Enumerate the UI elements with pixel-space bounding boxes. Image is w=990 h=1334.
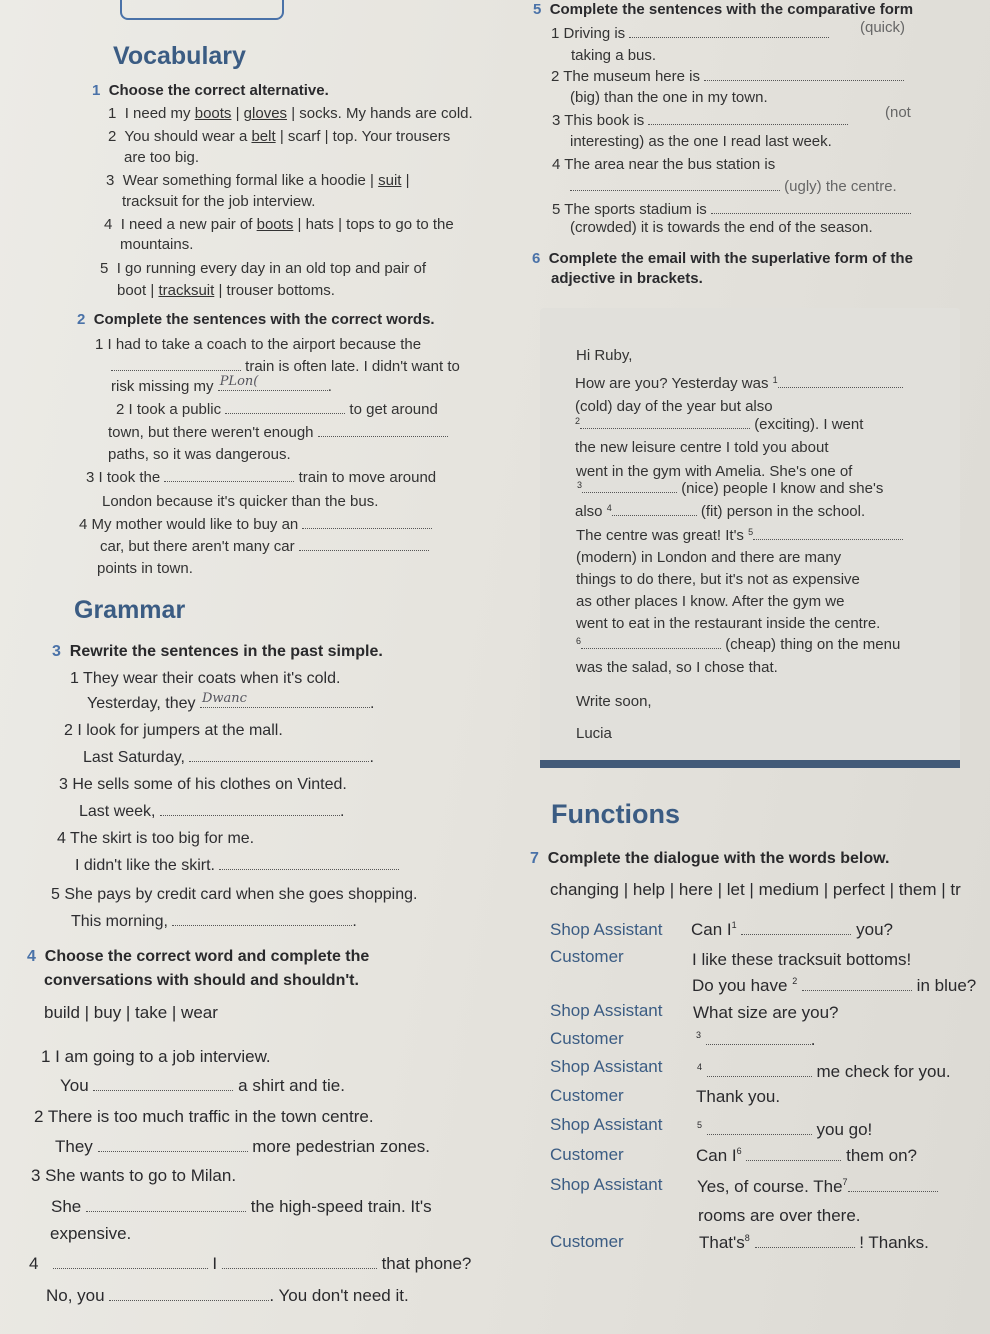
answer-blank[interactable] bbox=[711, 212, 911, 214]
item-rest: . Your trousers bbox=[353, 128, 451, 145]
gap-number: 6 bbox=[736, 1146, 742, 1156]
ex7-title: Complete the dialogue with the words below. bbox=[547, 850, 890, 867]
ex5-item bbox=[552, 112, 848, 129]
ex7-word-bank: changing | help | here | let | medium | perfect | them | tr bbox=[550, 880, 961, 899]
dialogue-row bbox=[550, 1001, 662, 1021]
ex1-title: Choose the correct alternative. bbox=[108, 82, 329, 99]
ex6-number: 6 bbox=[532, 250, 541, 267]
revision-banner bbox=[120, 0, 284, 20]
option-belt[interactable]: belt bbox=[251, 128, 276, 145]
option-socks[interactable]: socks bbox=[299, 105, 338, 122]
ex4-number: 4 bbox=[29, 1254, 39, 1273]
ex2-text: car, but there aren't many car bbox=[100, 538, 295, 555]
ex4-text: They bbox=[55, 1137, 93, 1156]
answer-blank[interactable] bbox=[706, 1043, 811, 1045]
ex3-prompt: Last Saturday, bbox=[83, 749, 185, 766]
separator: | bbox=[293, 216, 306, 233]
email-line: went to eat in the restaurant inside the centre. bbox=[576, 615, 881, 632]
speaker-label: Customer bbox=[550, 947, 624, 966]
gap-number: 1 bbox=[731, 920, 737, 930]
speaker-label: Customer bbox=[550, 1145, 624, 1164]
ex1-item-1 bbox=[108, 105, 473, 122]
ex2-title: Complete the sentences with the correct words. bbox=[93, 311, 435, 328]
option-boots[interactable]: boots bbox=[256, 216, 294, 233]
ex3-sentence: 2 I look for jumpers at the mall. bbox=[64, 722, 283, 739]
ex4-text: a shirt and tie. bbox=[238, 1076, 345, 1095]
gap-number: 5 bbox=[748, 527, 754, 537]
answer-blank[interactable] bbox=[222, 1267, 377, 1269]
item-text: I need my bbox=[124, 105, 195, 122]
item-text: Wear something formal like a bbox=[122, 172, 321, 189]
answer-blank[interactable] bbox=[755, 1246, 855, 1248]
dialogue-text: . bbox=[810, 1030, 816, 1049]
answer-blank[interactable] bbox=[582, 491, 677, 493]
item-number: 1 bbox=[108, 105, 117, 122]
ex4-text: . You don't need it. bbox=[269, 1286, 409, 1305]
ex5-hint: (quick) bbox=[860, 19, 906, 36]
functions-heading: Functions bbox=[551, 799, 680, 829]
separator: | bbox=[401, 172, 410, 189]
answer-blank[interactable] bbox=[109, 1299, 269, 1301]
ex3-number: 3 bbox=[52, 643, 61, 660]
answer-blank[interactable] bbox=[299, 549, 429, 551]
answer-blank[interactable] bbox=[704, 79, 904, 81]
gap-number: 8 bbox=[744, 1233, 750, 1243]
speaker-label: Shop Assistant bbox=[550, 1115, 663, 1134]
dialogue-text: in blue? bbox=[916, 976, 977, 995]
ex2-text: 4 My mother would like to buy an bbox=[79, 516, 299, 533]
dialogue-text: them on? bbox=[846, 1146, 918, 1165]
ex5-header bbox=[533, 1, 913, 18]
ex4-text-cont: expensive. bbox=[50, 1224, 132, 1243]
ex3-prompt: Last week, bbox=[79, 803, 156, 820]
ex5-item bbox=[551, 68, 904, 85]
speaker-label: Customer bbox=[550, 1086, 624, 1105]
item-number: 3 bbox=[106, 172, 115, 189]
item-number: 5 bbox=[100, 260, 109, 277]
dialogue-text: you? bbox=[856, 920, 893, 939]
option-hats[interactable]: hats bbox=[305, 216, 334, 233]
ex1-item-5 bbox=[100, 260, 426, 277]
ex2-line: risk missing my PLon( . bbox=[111, 374, 332, 395]
answer-blank[interactable] bbox=[225, 412, 345, 414]
answer-blank[interactable] bbox=[302, 527, 432, 529]
option-top[interactable]: top bbox=[332, 128, 354, 145]
speaker-label: Shop Assistant bbox=[550, 920, 663, 939]
ex5-text: (crowded) it is towards the end of the season. bbox=[570, 219, 873, 236]
gap-number: 2 bbox=[792, 976, 798, 986]
dialogue-line bbox=[699, 1233, 929, 1253]
dialogue-line: What size are you? bbox=[693, 1003, 839, 1022]
ex5-text: 5 The sports stadium is bbox=[552, 201, 707, 218]
answer-blank[interactable] bbox=[86, 1210, 246, 1212]
ex4-answer-line bbox=[51, 1197, 432, 1217]
separator: | bbox=[275, 128, 288, 145]
dialogue-line bbox=[697, 1120, 872, 1140]
ex3-answer-line: This morning, . bbox=[71, 913, 357, 930]
email-text: (cheap) thing on the menu bbox=[725, 636, 901, 653]
dialogue-text: me check for you. bbox=[816, 1062, 951, 1081]
answer-blank[interactable] bbox=[318, 435, 448, 437]
dialogue-line: I like these tracksuit bottoms! bbox=[692, 950, 912, 969]
email-line: things to do there, but it's not as expensive bbox=[576, 571, 860, 588]
ex4-word-bank: build | buy | take | wear bbox=[44, 1003, 218, 1022]
ex4-text: She bbox=[51, 1197, 82, 1216]
ex5-text: 1 Driving is bbox=[551, 25, 626, 42]
answer-blank[interactable] bbox=[753, 538, 903, 540]
answer-blank[interactable] bbox=[218, 374, 328, 391]
ex2-line bbox=[79, 516, 432, 533]
ex4-item: 2 There is too much traffic in the town centre. bbox=[34, 1107, 374, 1126]
ex2-line: 1 I had to take a coach to the airport because the bbox=[95, 336, 422, 353]
dialogue-line: rooms are over there. bbox=[698, 1206, 861, 1225]
ex2-text: risk missing my bbox=[111, 378, 214, 395]
email-line: went in the gym with Amelia. She's one of bbox=[576, 463, 853, 480]
ex2-line bbox=[100, 538, 429, 555]
ex5-text: taking a bus. bbox=[571, 47, 657, 64]
email-text: How are you? Yesterday was bbox=[575, 375, 769, 392]
answer-blank[interactable] bbox=[53, 1267, 208, 1269]
dialogue-text: Yes, of course. The bbox=[697, 1177, 843, 1196]
ex7-header bbox=[530, 850, 889, 868]
speaker-label: Shop Assistant bbox=[550, 1175, 663, 1194]
ex5-text: 3 This book is bbox=[552, 112, 645, 129]
ex1-item-3 bbox=[106, 172, 410, 189]
item-rest: bottoms. bbox=[273, 282, 335, 299]
dialogue-text: That's bbox=[699, 1233, 745, 1252]
ex3-answer-line: Last week, . bbox=[79, 803, 345, 820]
separator: | bbox=[365, 172, 379, 189]
speaker-label: Shop Assistant bbox=[550, 1001, 663, 1020]
answer-blank[interactable] bbox=[160, 814, 340, 816]
answer-blank[interactable] bbox=[629, 36, 829, 38]
ex5-title: Complete the sentences with the comparative form bbox=[549, 1, 914, 18]
answer-blank[interactable] bbox=[172, 924, 352, 926]
email-greeting: Hi Ruby, bbox=[576, 347, 633, 364]
ex2-text: town, but there weren't enough bbox=[108, 424, 314, 441]
ex4-text: You bbox=[60, 1076, 89, 1095]
ex1-item-2 bbox=[108, 128, 450, 145]
ex3-answer-line bbox=[75, 857, 399, 875]
ex6-title-line2: adjective in brackets. bbox=[551, 270, 703, 287]
email-text: (fit) person in the school. bbox=[700, 503, 866, 520]
email-line bbox=[575, 375, 903, 392]
answer-blank[interactable] bbox=[219, 868, 399, 870]
email-text: (exciting). I went bbox=[754, 416, 864, 433]
option-boot[interactable]: boot bbox=[117, 282, 147, 299]
email-line: as other places I know. After the gym we bbox=[576, 593, 845, 610]
separator: | bbox=[287, 105, 300, 122]
ex4-answer-line bbox=[60, 1076, 345, 1096]
email-line: was the salad, so I chose that. bbox=[576, 659, 778, 676]
ex3-title: Rewrite the sentences in the past simple. bbox=[69, 643, 383, 660]
ex3-header bbox=[52, 643, 383, 661]
ex5-answer-line bbox=[570, 178, 897, 195]
ex2-number: 2 bbox=[77, 311, 86, 328]
answer-blank[interactable] bbox=[200, 691, 370, 708]
dialogue-line bbox=[697, 1062, 951, 1082]
ex1-item-4 bbox=[104, 216, 454, 233]
ex5-hint: (not bbox=[885, 104, 911, 121]
email-text: The centre was great! It's bbox=[576, 527, 744, 544]
dialogue-row bbox=[550, 1029, 624, 1049]
answer-blank[interactable] bbox=[98, 1150, 248, 1152]
dialogue-row bbox=[550, 947, 624, 967]
ex2-line bbox=[108, 424, 448, 441]
dialogue-line bbox=[691, 920, 893, 940]
gap-number: 1 bbox=[772, 375, 778, 385]
ex4-title: Choose the correct word and complete the bbox=[44, 948, 370, 965]
ex5-item bbox=[552, 201, 911, 218]
answer-blank[interactable] bbox=[111, 369, 241, 371]
ex7-number: 7 bbox=[530, 850, 539, 867]
vocabulary-heading: Vocabulary bbox=[113, 42, 246, 70]
gap-number: 2 bbox=[575, 416, 581, 426]
item-number: 2 bbox=[108, 128, 117, 145]
grammar-heading: Grammar bbox=[74, 596, 186, 624]
answer-blank[interactable] bbox=[802, 989, 912, 991]
ex2-line bbox=[116, 401, 438, 418]
dialogue-text: Can I bbox=[691, 920, 732, 939]
ex1-item-3-cont: tracksuit for the job interview. bbox=[122, 193, 316, 210]
answer-blank[interactable] bbox=[93, 1089, 233, 1091]
dialogue-text: ! Thanks. bbox=[859, 1233, 929, 1252]
dialogue-text: Do you have bbox=[692, 976, 788, 995]
ex4-text: more pedestrian zones. bbox=[252, 1137, 430, 1156]
ex4-item: 1 I am going to a job interview. bbox=[41, 1047, 271, 1066]
answer-blank[interactable] bbox=[570, 189, 780, 191]
dialogue-row bbox=[550, 1115, 662, 1135]
answer-blank[interactable] bbox=[778, 386, 903, 388]
gap-number: 7 bbox=[842, 1177, 848, 1187]
option-boots[interactable]: boots bbox=[194, 105, 232, 122]
ex4-text: that phone? bbox=[381, 1254, 472, 1273]
dialogue-line bbox=[696, 1030, 815, 1050]
ex2-header bbox=[77, 311, 435, 328]
gap-number: 3 bbox=[577, 480, 583, 490]
dialogue-row bbox=[550, 1175, 662, 1195]
item-rest: to go to the bbox=[374, 216, 454, 233]
email-line bbox=[575, 503, 865, 520]
dialogue-row bbox=[550, 1086, 624, 1106]
item-text: You should wear a bbox=[124, 128, 252, 145]
handwritten-answer: PLon( bbox=[219, 374, 259, 389]
ex3-answer-line: Yesterday, they Dwanc . bbox=[87, 691, 375, 712]
speaker-label: Shop Assistant bbox=[550, 1057, 663, 1076]
ex2-text: train to move around bbox=[298, 469, 437, 486]
item-number: 4 bbox=[104, 216, 113, 233]
ex3-answer-line: Last Saturday, . bbox=[83, 749, 374, 766]
ex5-text: (big) than the one in my town. bbox=[570, 89, 768, 106]
answer-blank[interactable] bbox=[707, 1075, 812, 1077]
ex2-text: to get around bbox=[349, 401, 438, 418]
email-line: (cold) day of the year but also bbox=[575, 398, 773, 415]
ex4-answer-line bbox=[46, 1286, 409, 1306]
email-line: the new leisure centre I told you about bbox=[575, 439, 829, 456]
ex1-number: 1 bbox=[92, 82, 101, 99]
ex1-header bbox=[92, 82, 329, 99]
option-suit[interactable]: suit bbox=[378, 172, 402, 189]
dialogue-row bbox=[550, 1145, 624, 1165]
ex6-header bbox=[532, 250, 913, 267]
email-signoff: Write soon, bbox=[576, 693, 652, 710]
email-line bbox=[576, 527, 903, 544]
ex2-text: 3 I took the bbox=[86, 469, 161, 486]
ex3-sentence: 3 He sells some of his clothes on Vinted. bbox=[59, 776, 347, 793]
option-tracksuit[interactable]: tracksuit bbox=[158, 282, 215, 299]
option-tops[interactable]: tops bbox=[346, 216, 375, 233]
item-text: I need a new pair of bbox=[120, 216, 257, 233]
option-gloves[interactable]: gloves bbox=[243, 105, 288, 122]
speaker-label: Customer bbox=[550, 1232, 624, 1251]
ex3-prompt: I didn't like the skirt. bbox=[75, 857, 215, 874]
dialogue-row bbox=[550, 1232, 624, 1252]
email-text: also bbox=[575, 503, 603, 520]
email-line bbox=[575, 416, 863, 433]
ex4-number: 4 bbox=[27, 948, 36, 965]
option-scarf[interactable]: scarf bbox=[287, 128, 321, 145]
answer-blank[interactable] bbox=[580, 427, 750, 429]
email-line bbox=[576, 636, 900, 653]
dialogue-line: Thank you. bbox=[696, 1087, 781, 1106]
dialogue-line bbox=[696, 1146, 917, 1166]
option-trouser[interactable]: trouser bbox=[226, 282, 274, 299]
gap-number: 4 bbox=[606, 503, 612, 513]
separator: | bbox=[146, 282, 159, 299]
ex4-answer-line bbox=[55, 1137, 430, 1157]
ex2-line: paths, so it was dangerous. bbox=[108, 446, 291, 463]
answer-blank[interactable] bbox=[612, 514, 697, 516]
email-text: (nice) people I know and she's bbox=[681, 480, 884, 497]
ex4-item bbox=[29, 1254, 471, 1274]
email-bottom-bar bbox=[540, 760, 960, 768]
ex1-item-5-cont bbox=[117, 282, 335, 299]
ex2-text: train is often late. I didn't want to bbox=[245, 358, 460, 375]
ex5-text: 2 The museum here is bbox=[551, 68, 700, 85]
ex2-line bbox=[111, 358, 460, 375]
gap-number: 6 bbox=[576, 636, 582, 646]
ex6-title: Complete the email with the superlative form of the bbox=[548, 250, 913, 267]
dialogue-line bbox=[697, 1177, 938, 1197]
ex4-text: I bbox=[212, 1254, 218, 1273]
ex1-item-2-cont: are too big. bbox=[124, 149, 200, 166]
dialogue-row bbox=[550, 920, 662, 940]
ex4-text: No, you bbox=[46, 1286, 105, 1305]
answer-blank[interactable] bbox=[581, 647, 721, 649]
ex4-item: 3 She wants to go to Milan. bbox=[31, 1166, 237, 1185]
option-hoodie[interactable]: hoodie bbox=[320, 172, 366, 189]
ex3-prompt: Yesterday, they bbox=[87, 695, 196, 712]
answer-blank[interactable] bbox=[848, 1190, 938, 1192]
answer-blank[interactable] bbox=[648, 123, 848, 125]
ex2-line: points in town. bbox=[97, 560, 193, 577]
email-line: (modern) in London and there are many bbox=[576, 549, 842, 566]
item-text: I go running every day in an old top and pair of bbox=[116, 260, 427, 277]
answer-blank[interactable] bbox=[741, 933, 851, 935]
dialogue-line bbox=[692, 976, 976, 996]
ex2-line: London because it's quicker than the bus. bbox=[102, 493, 379, 510]
dialogue-text: you go! bbox=[816, 1120, 873, 1139]
ex3-sentence: 5 She pays by credit card when she goes shopping. bbox=[51, 886, 418, 903]
gap-number: 3 bbox=[696, 1030, 702, 1040]
item-rest: . My hands are cold. bbox=[337, 105, 473, 122]
answer-blank[interactable] bbox=[164, 480, 294, 482]
gap-number: 4 bbox=[697, 1062, 703, 1072]
ex3-sentence: 4 The skirt is too big for me. bbox=[57, 830, 255, 847]
dialogue-text: Can I bbox=[696, 1146, 737, 1165]
separator: | bbox=[214, 282, 227, 299]
ex3-sentence: 1 They wear their coats when it's cold. bbox=[70, 670, 341, 687]
handwritten-answer: Dwanc bbox=[201, 691, 247, 706]
ex5-item bbox=[551, 25, 829, 42]
ex4-text: the high-speed train. It's bbox=[250, 1197, 432, 1216]
email-line bbox=[577, 480, 883, 497]
ex2-line bbox=[86, 469, 436, 486]
ex1-item-4-cont: mountains. bbox=[120, 236, 194, 253]
ex5-text: (ugly) the centre. bbox=[784, 178, 897, 195]
ex3-prompt: This morning, bbox=[71, 913, 168, 930]
ex2-text: 2 I took a public bbox=[116, 401, 222, 418]
answer-blank[interactable] bbox=[189, 760, 369, 762]
separator: | bbox=[320, 128, 333, 145]
ex5-item: 4 The area near the bus station is bbox=[552, 156, 776, 173]
ex4-header bbox=[27, 948, 369, 966]
separator: | bbox=[231, 105, 244, 122]
email-signature: Lucia bbox=[576, 725, 612, 742]
ex5-number: 5 bbox=[533, 1, 542, 18]
answer-blank[interactable] bbox=[707, 1133, 812, 1135]
speaker-label: Customer bbox=[550, 1029, 624, 1048]
answer-blank[interactable] bbox=[746, 1159, 841, 1161]
dialogue-row bbox=[550, 1057, 662, 1077]
separator: | bbox=[333, 216, 347, 233]
ex4-title-line2: conversations with should and shouldn't. bbox=[44, 972, 359, 989]
gap-number: 5 bbox=[697, 1120, 703, 1130]
ex5-text: interesting) as the one I read last week. bbox=[570, 133, 832, 150]
